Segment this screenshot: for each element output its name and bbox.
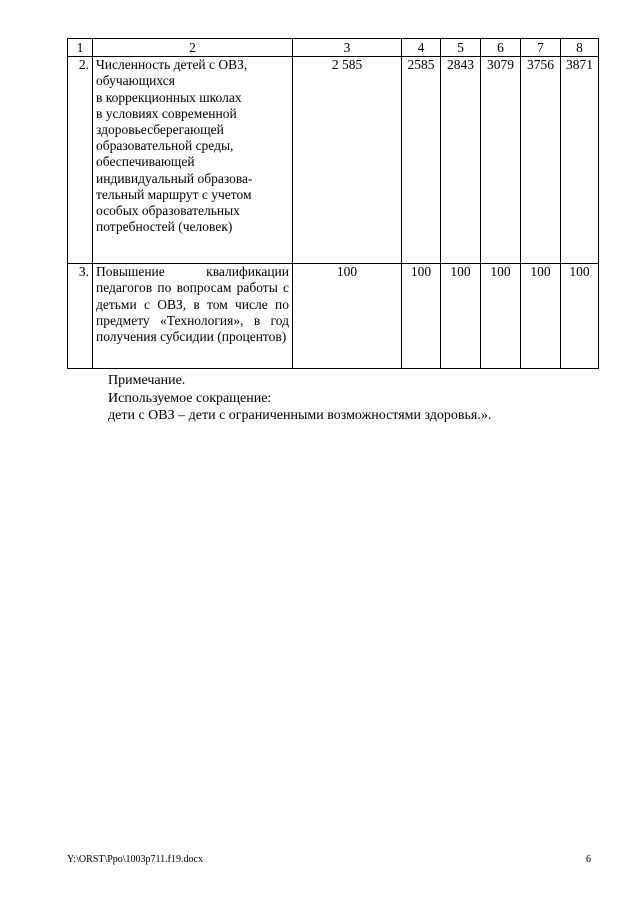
- table-row: [68, 57, 599, 264]
- header-cell: 4: [402, 39, 441, 57]
- header-cell: 2: [93, 39, 293, 57]
- row-description: Повышение квалификации педагогов по вопросам работы с детьми с ОВЗ, в том числе по предмету «Технология», в год получения субсидии (процентов): [93, 264, 293, 369]
- note-line: Используемое сокращение:: [108, 390, 272, 406]
- header-cell: 7: [521, 39, 561, 57]
- value-cell: 3871: [561, 57, 599, 264]
- value-cell: 100: [561, 264, 599, 369]
- header-cell: 8: [561, 39, 599, 57]
- value-cell: 100: [521, 264, 561, 369]
- value-cell: 2585: [402, 57, 441, 264]
- footer-file-path: Y:\ORST\Ppo\1003p711.f19.docx: [67, 854, 203, 865]
- value-cell: 2 585: [293, 57, 402, 264]
- row-number: 3.: [68, 264, 93, 369]
- row-description: Численность детей с ОВЗ, обучающихся в коррекционных школах в условиях современной здоровьесберегающей образовательной среды, обеспечивающей индивидуальный образова- тельный маршрут с учетом особых образовательных потребностей (человек): [93, 57, 293, 264]
- note-block: [108, 372, 491, 425]
- indicators-table: [67, 38, 599, 369]
- value-cell: 3756: [521, 57, 561, 264]
- row-number: 2.: [68, 57, 93, 264]
- value-cell: 100: [402, 264, 441, 369]
- table-header-row: [68, 39, 599, 57]
- table-row: [68, 264, 599, 369]
- header-cell: 5: [441, 39, 481, 57]
- header-cell: 6: [481, 39, 521, 57]
- header-cell: 3: [293, 39, 402, 57]
- header-cell: 1: [68, 39, 93, 57]
- value-cell: 100: [293, 264, 402, 369]
- value-cell: 100: [481, 264, 521, 369]
- note-line: дети с ОВЗ – дети с ограниченными возможностями здоровья.».: [108, 408, 492, 423]
- value-cell: 100: [441, 264, 481, 369]
- note-title: Примечание.: [108, 373, 186, 388]
- page-number: 6: [586, 854, 591, 865]
- value-cell: 2843: [441, 57, 481, 264]
- value-cell: 3079: [481, 57, 521, 264]
